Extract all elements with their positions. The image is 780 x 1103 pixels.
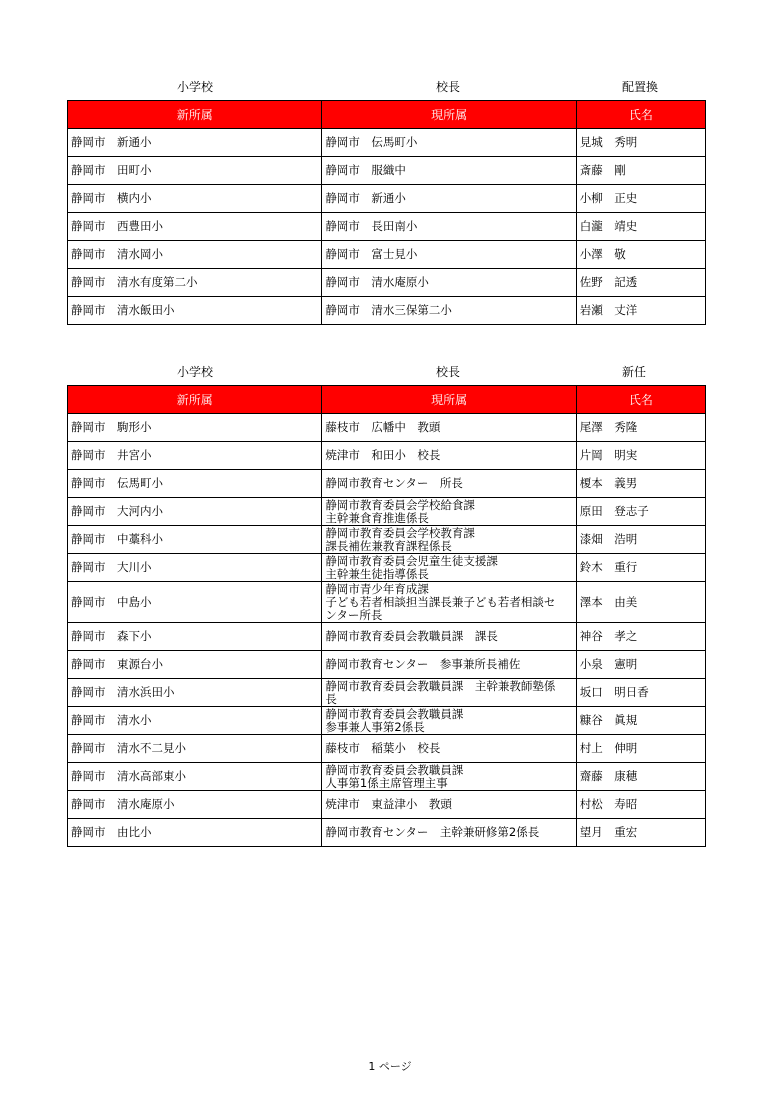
cell-new-affiliation: 静岡市 清水浜田小 [68,679,322,707]
cell-current-affiliation: 静岡市青少年育成課 子ども若者相談担当課長兼子ども若者相談セ ンター所長 [322,582,576,623]
cell-new-affiliation: 静岡市 森下小 [68,623,322,651]
table-row [68,157,706,185]
table-row [68,241,706,269]
cell-name: 漆畑 浩明 [576,526,705,554]
section-caption [67,74,706,100]
cell-new-affiliation: 静岡市 西豊田小 [68,213,322,241]
header-name: 氏名 [576,386,705,414]
table-row [68,297,706,325]
table-row [68,623,706,651]
table-row [68,819,706,847]
cell-name: 小泉 憲明 [576,651,705,679]
cell-new-affiliation: 静岡市 清水高部東小 [68,763,322,791]
table-row [68,707,706,735]
table-row [68,442,706,470]
cell-current-affiliation: 静岡市教育委員会教職員課 人事第1係主席管理主事 [322,763,576,791]
cell-new-affiliation: 静岡市 伝馬町小 [68,470,322,498]
cell-name: 白瀧 靖史 [576,213,705,241]
cell-new-affiliation: 静岡市 東源台小 [68,651,322,679]
cell-current-affiliation: 静岡市 服織中 [322,157,576,185]
cell-new-affiliation: 静岡市 駒形小 [68,414,322,442]
caption-assignment-type: 新任 [622,365,647,379]
caption-assignment-type: 配置換 [622,80,659,94]
caption-role: 校長 [436,80,461,94]
section-new-appointment [67,359,706,847]
cell-name: 岩瀬 丈洋 [576,297,705,325]
cell-new-affiliation: 静岡市 清水不二見小 [68,735,322,763]
cell-name: 糠谷 眞規 [576,707,705,735]
cell-name: 片岡 明実 [576,442,705,470]
cell-current-affiliation: 焼津市 和田小 校長 [322,442,576,470]
cell-name: 榎本 義男 [576,470,705,498]
cell-new-affiliation: 静岡市 清水小 [68,707,322,735]
cell-name: 望月 重宏 [576,819,705,847]
cell-current-affiliation: 焼津市 東益津小 教頭 [322,791,576,819]
table-header-row [68,101,706,129]
cell-new-affiliation: 静岡市 中藁科小 [68,526,322,554]
table-row [68,735,706,763]
cell-name: 小柳 正史 [576,185,705,213]
table-row [68,679,706,707]
cell-current-affiliation: 静岡市教育センター 参事兼所長補佐 [322,651,576,679]
cell-new-affiliation: 静岡市 新通小 [68,129,322,157]
cell-name: 坂口 明日香 [576,679,705,707]
cell-new-affiliation: 静岡市 清水有度第二小 [68,269,322,297]
cell-current-affiliation: 静岡市 清水三保第二小 [322,297,576,325]
page-number: 1 ページ [368,1060,412,1073]
cell-name: 澤本 由美 [576,582,705,623]
header-current-affiliation: 現所属 [322,101,576,129]
cell-new-affiliation: 静岡市 井宮小 [68,442,322,470]
new-appointment-table [67,385,706,847]
transfer-table-body [68,129,706,325]
cell-current-affiliation: 静岡市 新通小 [322,185,576,213]
cell-new-affiliation: 静岡市 田町小 [68,157,322,185]
cell-name: 斎藤 剛 [576,157,705,185]
cell-name: 見城 秀明 [576,129,705,157]
cell-current-affiliation: 静岡市 富士見小 [322,241,576,269]
cell-current-affiliation: 藤枝市 広幡中 教頭 [322,414,576,442]
cell-current-affiliation: 静岡市教育委員会児童生徒支援課 主幹兼生徒指導係長 [322,554,576,582]
table-header-row [68,386,706,414]
table-row [68,185,706,213]
cell-new-affiliation: 静岡市 大川小 [68,554,322,582]
cell-name: 村上 伸明 [576,735,705,763]
table-row [68,414,706,442]
cell-new-affiliation: 静岡市 清水飯田小 [68,297,322,325]
table-row [68,269,706,297]
cell-name: 村松 寿昭 [576,791,705,819]
new-appointment-table-body [68,414,706,847]
table-row [68,791,706,819]
header-name: 氏名 [576,101,705,129]
table-row [68,470,706,498]
cell-name: 原田 登志子 [576,498,705,526]
cell-new-affiliation: 静岡市 大河内小 [68,498,322,526]
table-row [68,651,706,679]
cell-current-affiliation: 藤枝市 稲葉小 校長 [322,735,576,763]
header-new-affiliation: 新所属 [68,101,322,129]
caption-school-type: 小学校 [177,365,214,379]
cell-current-affiliation: 静岡市教育委員会教職員課 参事兼人事第2係長 [322,707,576,735]
cell-new-affiliation: 静岡市 由比小 [68,819,322,847]
caption-school-type: 小学校 [177,80,214,94]
cell-new-affiliation: 静岡市 清水岡小 [68,241,322,269]
table-row [68,129,706,157]
cell-new-affiliation: 静岡市 横内小 [68,185,322,213]
cell-current-affiliation: 静岡市教育委員会学校教育課 課長補佐兼教育課程係長 [322,526,576,554]
table-row [68,763,706,791]
cell-name: 尾澤 秀隆 [576,414,705,442]
cell-name: 神谷 孝之 [576,623,705,651]
cell-current-affiliation: 静岡市 清水庵原小 [322,269,576,297]
cell-new-affiliation: 静岡市 中島小 [68,582,322,623]
cell-current-affiliation: 静岡市教育委員会教職員課 課長 [322,623,576,651]
header-current-affiliation: 現所属 [322,386,576,414]
cell-current-affiliation: 静岡市 伝馬町小 [322,129,576,157]
caption-role: 校長 [436,365,461,379]
cell-name: 佐野 記透 [576,269,705,297]
cell-current-affiliation: 静岡市教育センター 主幹兼研修第2係長 [322,819,576,847]
cell-current-affiliation: 静岡市教育委員会教職員課 主幹兼教師塾係 長 [322,679,576,707]
section-transfer [67,74,706,325]
cell-current-affiliation: 静岡市教育センター 所長 [322,470,576,498]
table-row [68,213,706,241]
table-row [68,554,706,582]
cell-name: 齋藤 康穂 [576,763,705,791]
cell-current-affiliation: 静岡市 長田南小 [322,213,576,241]
section-caption [67,359,706,385]
transfer-table [67,100,706,325]
cell-name: 鈴木 重行 [576,554,705,582]
cell-new-affiliation: 静岡市 清水庵原小 [68,791,322,819]
table-row [68,526,706,554]
table-row [68,498,706,526]
header-new-affiliation: 新所属 [68,386,322,414]
table-row [68,582,706,623]
cell-name: 小澤 敬 [576,241,705,269]
cell-current-affiliation: 静岡市教育委員会学校給食課 主幹兼食育推進係長 [322,498,576,526]
